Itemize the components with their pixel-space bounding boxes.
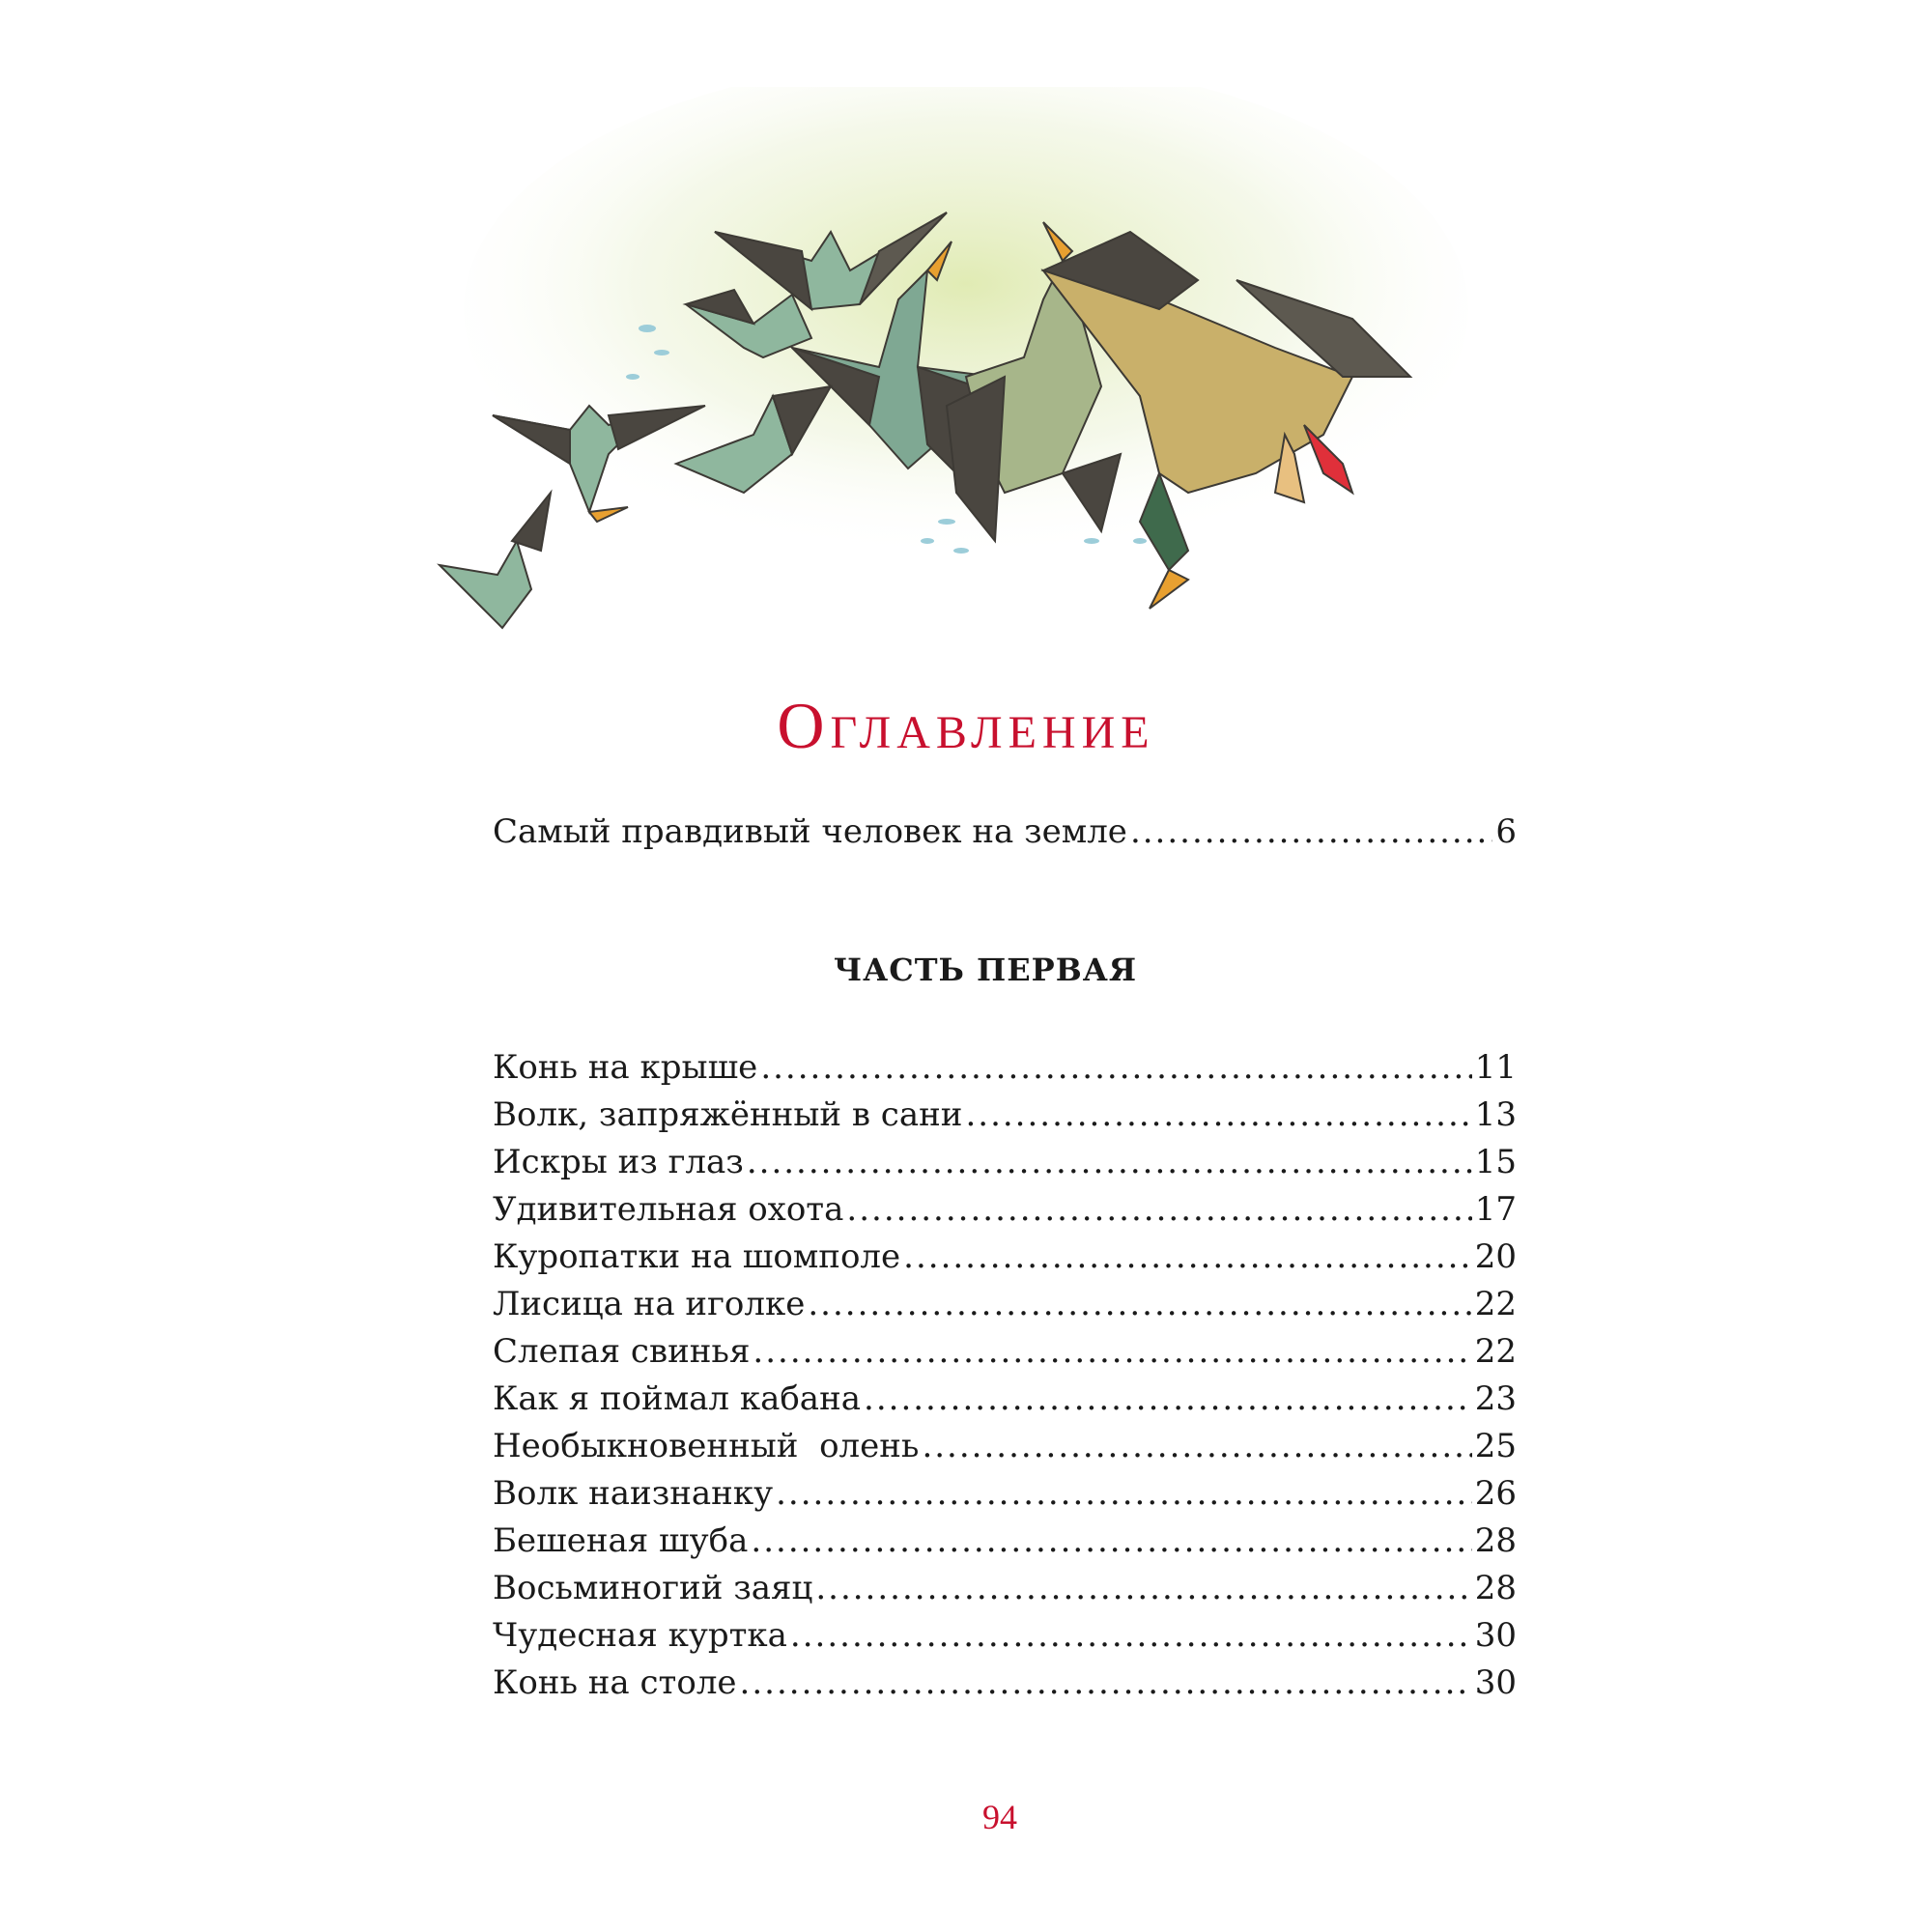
toc-entry-title: Искры из глаз — [493, 1143, 744, 1181]
toc-leader-dots — [965, 1092, 1471, 1138]
toc-entry[interactable] — [493, 1186, 1517, 1233]
toc-entry-page: 23 — [1474, 1379, 1517, 1418]
toc-leader-dots — [808, 1281, 1471, 1327]
toc-entry-title: Чудесная куртка — [493, 1616, 787, 1655]
toc-entry-page: 15 — [1474, 1143, 1517, 1181]
toc-entry-intro[interactable] — [493, 809, 1517, 855]
toc-entry[interactable] — [493, 1139, 1517, 1185]
toc-leader-dots — [790, 1612, 1472, 1659]
toc-entry-title: Конь на столе — [493, 1663, 737, 1702]
page-number: 94 — [982, 1798, 1017, 1836]
toc-entry-page: 6 — [1495, 812, 1517, 851]
toc-entry-title: Лисица на иголке — [493, 1285, 806, 1323]
toc-entry[interactable] — [493, 1234, 1517, 1280]
toc-entry[interactable] — [493, 1660, 1517, 1706]
toc-entry-title: Куропатки на шомполе — [493, 1237, 901, 1276]
toc-title: Оглавление — [777, 689, 1155, 762]
toc-entry[interactable] — [493, 1423, 1517, 1469]
toc-leader-dots — [922, 1423, 1471, 1469]
toc-entry[interactable] — [493, 1281, 1517, 1327]
toc-entry[interactable] — [493, 1328, 1517, 1375]
toc-entry-page: 26 — [1474, 1474, 1517, 1513]
part-heading: ЧАСТЬ ПЕРВАЯ — [833, 952, 1138, 988]
toc-entry-page: 30 — [1474, 1616, 1517, 1655]
toc-entry[interactable] — [493, 1470, 1517, 1517]
toc-leader-dots — [864, 1376, 1472, 1422]
toc-entry[interactable] — [493, 1612, 1517, 1659]
duck-small-left — [440, 493, 551, 628]
toc-entry-title: Восьминогий заяц — [493, 1569, 813, 1607]
toc-entry-page: 25 — [1474, 1427, 1517, 1465]
toc-entry-title: Удивительная охота — [493, 1190, 844, 1229]
toc-entry[interactable] — [493, 1092, 1517, 1138]
toc-entry-page: 20 — [1474, 1237, 1517, 1276]
toc-entry-title: Бешеная шуба — [493, 1521, 749, 1560]
ducks-drawing — [425, 87, 1536, 667]
toc-entry-page: 17 — [1474, 1190, 1517, 1229]
toc-entry[interactable] — [493, 1565, 1517, 1611]
toc-leader-dots — [747, 1139, 1472, 1185]
toc-entry-title: Конь на крыше — [493, 1048, 758, 1087]
toc-leader-dots — [815, 1565, 1471, 1611]
ducks-illustration — [425, 87, 1536, 667]
toc-leader-dots — [846, 1186, 1471, 1233]
toc-entry-page: 28 — [1474, 1569, 1517, 1607]
toc-entry[interactable] — [493, 1044, 1517, 1091]
toc-entry-title: Волк, запряжённый в сани — [493, 1095, 963, 1134]
toc-entry-title: Как я поймал кабана — [493, 1379, 862, 1418]
toc-entry[interactable] — [493, 1518, 1517, 1564]
toc-entry-title: Самый правдивый человек на земле — [493, 812, 1127, 851]
toc-entry-page: 28 — [1474, 1521, 1517, 1560]
toc-leader-dots — [1130, 809, 1492, 855]
toc-leader-dots — [903, 1234, 1472, 1280]
toc-entry-page: 11 — [1474, 1048, 1517, 1087]
toc-leader-dots — [760, 1044, 1471, 1091]
toc-leader-dots — [753, 1328, 1471, 1375]
toc-entry-page: 22 — [1474, 1285, 1517, 1323]
toc-entry-title: Слепая свинья — [493, 1332, 751, 1371]
toc-entry-title: Необыкновенный олень — [493, 1427, 920, 1465]
toc-leader-dots — [776, 1470, 1472, 1517]
toc-entry-page: 13 — [1474, 1095, 1517, 1134]
toc-entry-page: 30 — [1474, 1663, 1517, 1702]
toc-leader-dots — [740, 1660, 1472, 1706]
toc-entry[interactable] — [493, 1376, 1517, 1422]
toc-entry-title: Волк наизнанку — [493, 1474, 774, 1513]
toc-leader-dots — [751, 1518, 1471, 1564]
toc-entry-page: 22 — [1474, 1332, 1517, 1371]
